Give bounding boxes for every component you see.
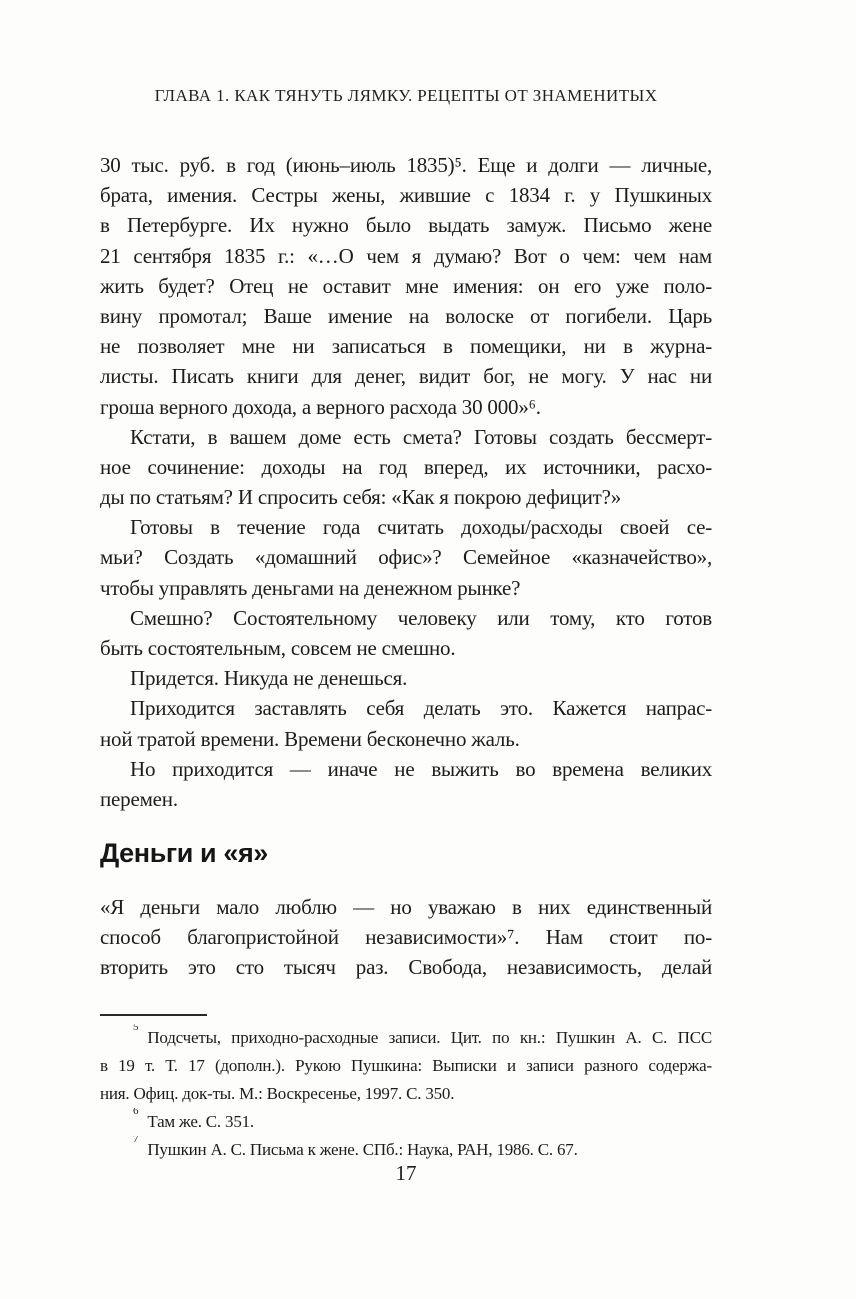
paragraph bbox=[100, 603, 712, 663]
footnote-text: Подсчеты, приходно-расходные записи. Цит. по кн.: Пушкин А. С. ПСС bbox=[147, 1028, 712, 1047]
text-line: Готовы в течение года считать доходы/расходы своей се- bbox=[130, 515, 712, 540]
text-line: гроша верного дохода, а верного расхода 30 000»⁶. bbox=[100, 394, 541, 419]
text-line: 21 сентября 1835 г.: «…О чем я думаю? Вот о чем: чем нам bbox=[100, 243, 712, 268]
footnote-text: Пушкин А. С. Письма к жене. СПб.: Наука, РАН, 1986. С. 67. bbox=[147, 1140, 578, 1159]
text-line: Придется. Никуда не денешься. bbox=[130, 666, 408, 691]
text-line: Но приходится — иначе не выжить во времена великих bbox=[130, 756, 712, 781]
text-column bbox=[100, 0, 712, 1299]
text-line: ды по статьям? И спросить себя: «Как я покрою дефицит?» bbox=[100, 485, 622, 510]
page-number: 17 bbox=[395, 1161, 417, 1185]
text-line: ное сочинение: доходы на год вперед, их источники, расхо- bbox=[100, 454, 712, 479]
footnote-text: Там же. С. 351. bbox=[147, 1112, 254, 1131]
text-line: Смешно? Состоятельному человеку или тому, кто готов bbox=[130, 605, 712, 630]
running-head: ГЛАВА 1. КАК ТЯНУТЬ ЛЯМКУ. РЕЦЕПТЫ ОТ ЗНАМЕНИТЫХ bbox=[154, 86, 658, 105]
text-line: способ благопристойной независимости»⁷. Нам стоит по- bbox=[100, 925, 712, 950]
text-line: 30 тыс. руб. в год (июнь–июль 1835)⁵. Еще и долги — личные, bbox=[100, 153, 712, 177]
footnote-marker: 5 bbox=[133, 1024, 139, 1034]
text-line: вину промотал; Ваше имение на волоске от погибели. Царь bbox=[100, 303, 712, 328]
text-line: мьи? Создать «домашний офис»? Семейное «казначейство», bbox=[100, 545, 712, 570]
paragraph bbox=[100, 663, 712, 693]
paragraph bbox=[100, 892, 712, 983]
paragraph bbox=[100, 422, 712, 513]
text-line: листы. Писать книги для денег, видит бог, не могу. У нас ни bbox=[100, 364, 712, 389]
text-line: быть состоятельным, совсем не смешно. bbox=[100, 636, 456, 660]
footnotes-block bbox=[100, 1024, 712, 1164]
text-line: чтобы управлять деньгами на денежном рынке? bbox=[100, 575, 521, 600]
footnote-text: ния. Офиц. док-ты. М.: Воскресенье, 1997. С. 350. bbox=[100, 1084, 455, 1103]
section-heading: Деньги и «я» bbox=[100, 838, 268, 868]
text-line: в Петербурге. Их нужно было выдать замуж. Письмо жене bbox=[100, 213, 712, 238]
text-line: не позволяет мне ни записаться в помещики, ни в журна- bbox=[100, 334, 712, 359]
footnote-text: в 19 т. Т. 17 (дополн.). Рукою Пушкина: Выписки и записи разного содержа- bbox=[100, 1056, 712, 1075]
text-line: жить будет? Отец не оставит мне имения: он его уже поло- bbox=[100, 273, 712, 298]
text-line: ной тратой времени. Времени бесконечно жаль. bbox=[100, 726, 520, 751]
footnote-marker: 7 bbox=[133, 1136, 139, 1146]
paragraph bbox=[100, 512, 712, 603]
section-body-text bbox=[100, 892, 712, 983]
footnote-rule bbox=[100, 1014, 207, 1016]
body-text bbox=[100, 150, 712, 814]
text-line: Кстати, в вашем доме есть смета? Готовы создать бессмерт- bbox=[130, 424, 712, 449]
footnote bbox=[100, 1024, 712, 1108]
text-line: перемен. bbox=[100, 786, 178, 811]
footnote bbox=[100, 1108, 712, 1136]
paragraph bbox=[100, 754, 712, 814]
paragraph bbox=[100, 693, 712, 753]
footnote-marker: 6 bbox=[133, 1108, 139, 1118]
paragraph bbox=[100, 150, 712, 422]
text-line: «Я деньги мало люблю — но уважаю в них единственный bbox=[100, 895, 712, 919]
text-line: вторить это сто тысяч раз. Свобода, независимость, делай bbox=[100, 955, 712, 980]
text-line: Приходится заставлять себя делать это. Кажется напрас- bbox=[130, 696, 712, 721]
text-line: брата, имения. Сестры жены, жившие с 1834 г. у Пушкиных bbox=[100, 183, 712, 208]
